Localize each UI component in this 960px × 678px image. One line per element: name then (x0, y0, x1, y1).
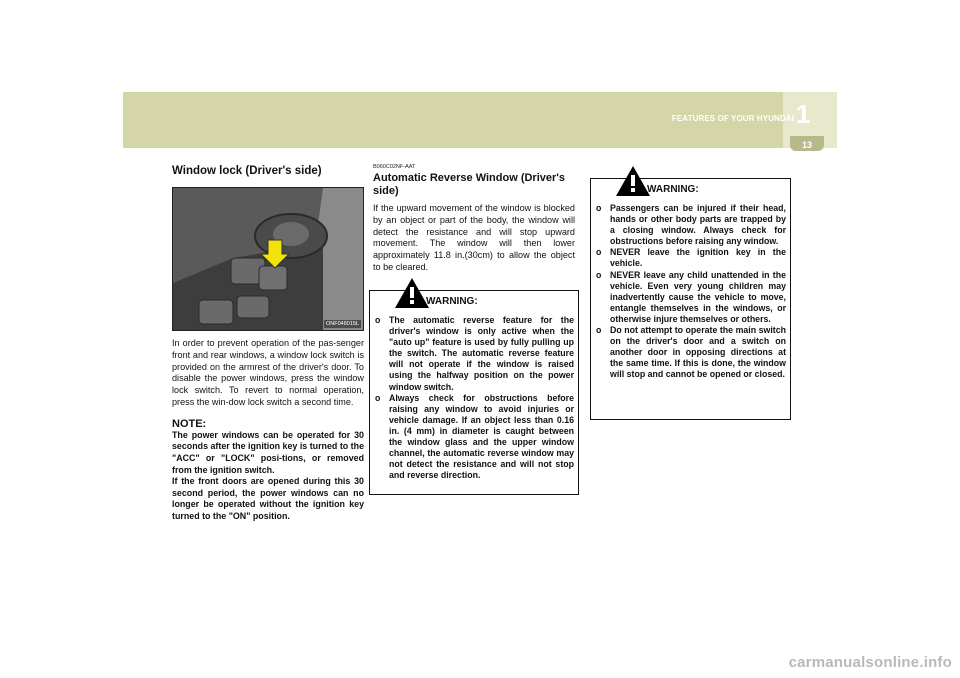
note-paragraph-1: The power windows can be operated for 30 seconds after the ignition key is turned to the "ACC" or "LOCK" posi-tions, or removed from the ignition switch. (172, 429, 364, 475)
warning-box-passengers (590, 178, 791, 420)
note-paragraph-2: If the front doors are opened during this 30 second period, the power windows can no longer be operated without the ignition key turned to the "ON" position. (172, 476, 364, 521)
header-title: FEATURES OF YOUR HYUNDAI (671, 114, 794, 123)
image-code: ONF048015L (325, 321, 359, 327)
window-lock-body: In order to prevent operation of the pas-senger front and rear windows, a window lock switch is provided on the armrest of the driver's door. To disable the power windows, press the window lock switch. To revert to normal operation, press the win-dow lock switch a second time. (172, 338, 364, 407)
warning-item: o NEVER leave the ignition key in the vehicle. (596, 247, 786, 269)
warning-label: WARNING: (426, 296, 478, 307)
section-window-lock (172, 164, 364, 523)
warning-item: o NEVER leave any child unattended in the vehicle. Even very young children may inadvertently cause the vehicle to move, entangle themselves in the windows, or otherwise injure themselves or others. (596, 269, 786, 324)
section-title: Automatic Reverse Window (Driver's side) (373, 172, 566, 197)
warning-item: o Passengers can be injured if their head, hands or other body parts are trapped by a closing window. Always check for obstructions before raising any window. (596, 203, 786, 247)
window-switch-photo (172, 187, 364, 331)
warning-item: o Always check for obstructions before raising any window to avoid injuries or vehicle damage. If an object less than 0.16 in. (4 mm) in diameter is caught between the window glass and the upper window channel, the automatic reverse window may not detect the resistance and will not stop and reverse direction. (375, 392, 574, 481)
warning-list (595, 203, 786, 381)
warning-item: o Do not attempt to operate the main switch on the driver's door and a switch on another door in opposing directions at the same time. If this is done, the window will stop and cannot be opened or closed. (596, 325, 786, 380)
note-title: NOTE: (172, 417, 207, 430)
window-switch-illustration (173, 188, 364, 331)
section-auto-reverse (373, 164, 575, 274)
watermark: carmanualsonline.info (788, 654, 952, 671)
auto-reverse-body: If the upward movement of the window is blocked by an object or part of the body, the window will detect the resistance and will stop upward movement. The window will then lower approximately 11.8 in.(30cm) to allow the object to be cleared. (373, 203, 575, 272)
warning-label: WARNING: (647, 184, 699, 195)
warning-box-auto-reverse (369, 290, 579, 495)
warning-list (374, 315, 574, 481)
chapter-number: 1 (796, 99, 811, 129)
page-number: 13 (801, 140, 812, 150)
warning-item: o The automatic reverse feature for the driver's window is only active when the "auto up" feature is used by fully pulling up the switch. The automatic reverse feature will not operate if the window is raised using the halfway position on the power window switch. (375, 315, 574, 392)
section-code: B060C02NF-AAT (373, 164, 416, 170)
section-title: Window lock (Driver's side) (172, 165, 322, 177)
